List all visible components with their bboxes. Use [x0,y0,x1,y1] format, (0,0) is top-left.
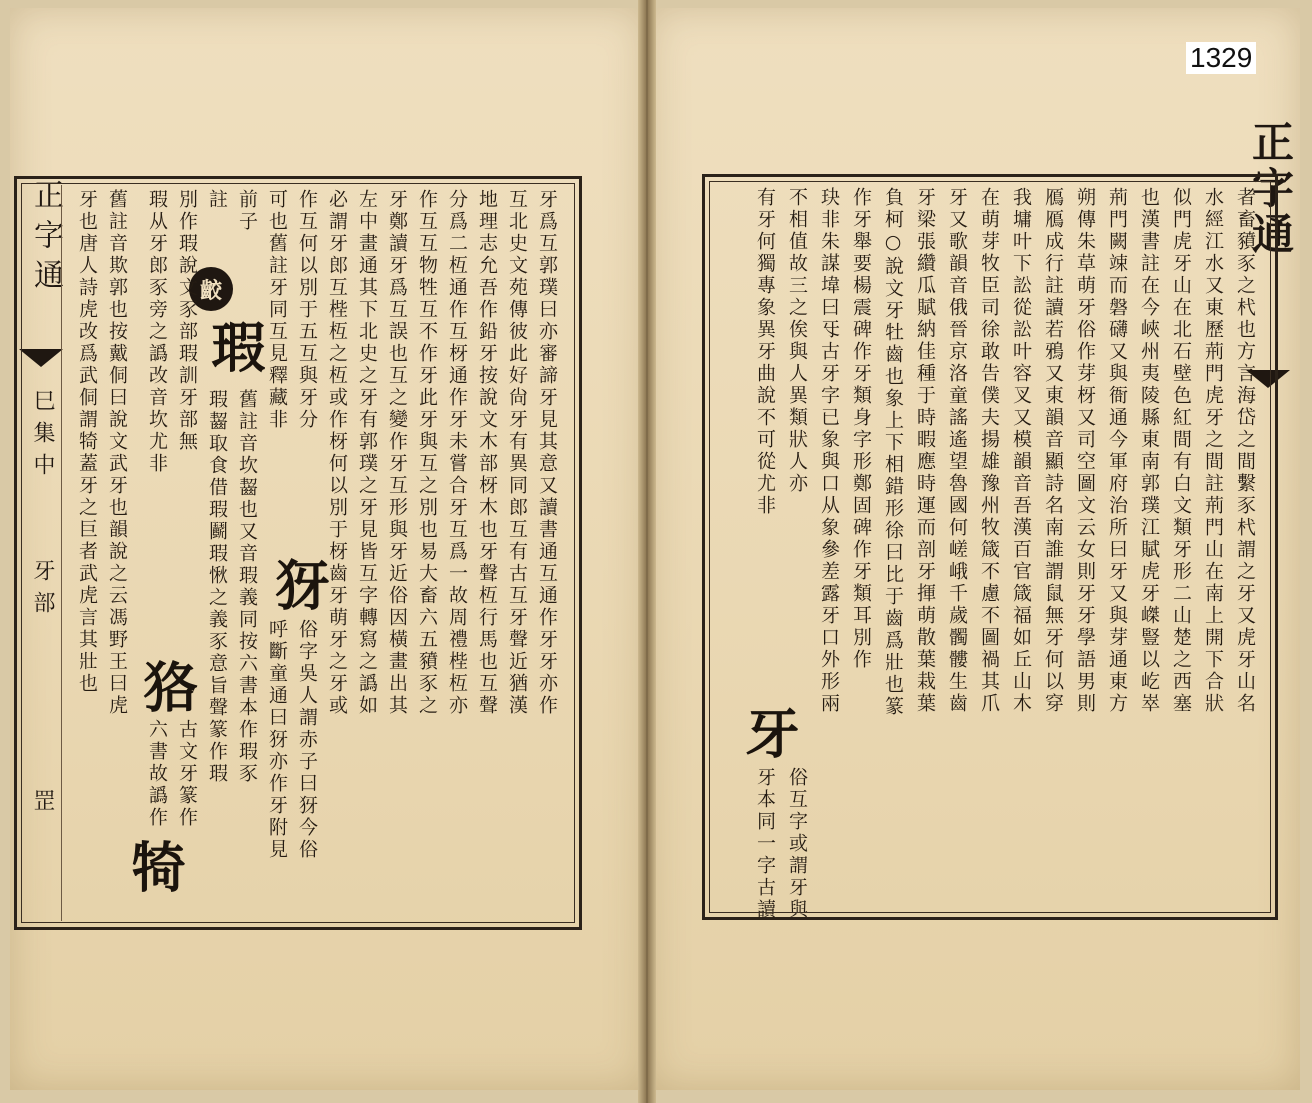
text-column: 在萌芽牧臣司徐敢告僕夫揚雄豫州牧箴不慮不圖禍其爪 [978,187,1000,715]
text-column: 互北史文苑傳彼此好尙牙有異同郎互有古互牙聲近猶漢 [506,189,528,717]
page-number-label: 1329 [1186,42,1256,74]
banner-title: 正字通 [28,179,63,299]
banner-folio: 罡 [30,789,55,821]
banner-rule [61,185,62,921]
text-column: 鴈鴈成行註讀若鴉又東韻音顯詩名南誰謂鼠無牙何以穿 [1042,187,1064,715]
text-column: 負柯○說文牙牡齒也象上下相錯形徐曰比于齒爲壯也篆 [882,187,904,718]
text-column: 必謂牙郎互梐枑之枑或作枒何以別于枒齒牙萌牙之牙或 [326,189,348,717]
head-character: 犄 [123,839,187,893]
circle-mark: 齩 [189,267,233,311]
text-column: 可也舊註牙同互見釋藏非 [266,189,288,431]
text-column: 似門虎牙山在北石壁色紅間有白文類牙形二山楚之西塞 [1170,187,1192,715]
text-column: 牙又歌韻音俄晉京洛童謠遙望魯國何嵯峨千歲髑髏生齒 [946,187,968,715]
text-column: 地理志允吾作鉛牙按說文木部枒木也牙聲枑行馬也互聲 [476,189,498,717]
text-column: 牙鄭讀牙爲互誤也互之變作牙互形與牙近俗因橫畫出其 [386,189,408,717]
text-column: 作牙舉要楊震碑作牙類身字形鄭固碑作牙類耳別作 [850,187,872,671]
text-column: 左中畫通其下北史之牙有郭璞之牙見皆互字轉寫之譌如 [356,189,378,717]
inline-note: 古文牙篆作 [176,719,198,829]
text-column: 分爲二枑通作互枒通作牙未嘗合牙互爲一故周禮梐枑亦 [446,189,468,717]
banner-volume: 巳集中 [30,389,55,485]
left-text-frame [14,176,582,930]
fish-tail-mark-icon [19,349,63,367]
text-column: 註 [206,189,228,211]
right-text-frame [702,174,1278,920]
text-column: 牙梁張纘瓜賦納佳種于時暇應時運而剖牙揮萌散葉栽葉 [914,187,936,715]
inline-note: 呼斷童通曰犽亦作牙附見 [266,619,288,861]
text-column: 有牙何獨專象異牙曲說不可從尤非 [754,187,776,517]
text-column: 水經江水又東歷荊門虎牙之間註荊門山在南上開下合狀 [1202,187,1224,715]
text-column: 也漢書註在今峽州夷陵縣東南郭璞江賦虎牙嵥豎以屹崒 [1138,187,1160,715]
head-character: 瑕 [203,319,267,373]
book-gutter [638,0,656,1103]
text-column: 作互何以別于五互與牙分 [296,189,318,431]
text-column: 我墉叶下訟從訟叶容叉又模韻音吾漢百官箴福如丘山木 [1010,187,1032,715]
head-character: 牙 [737,705,801,759]
text-column: 牙爲互郭璞曰亦審諦牙見其意又讀書通互通作牙牙亦作 [536,189,558,717]
text-column: 荊門闕竦而磐礴又與衙通今軍府治所曰牙又與芽通東方 [1106,187,1128,715]
head-character: 狢 [135,659,199,713]
text-column: 作互互物牲互不作牙此牙與互之別也易大畜六五豶豕之 [416,189,438,717]
text-column: 朔傳朱草萌牙俗作芽枒又司空圖文云女則牙牙學語男則 [1074,187,1096,715]
text-column: 瑕从牙郎豕旁之譌改音坎尤非 [146,189,168,475]
text-column: 前子 [236,189,258,233]
text-column: 舊註音欺郭也按戴侗曰說文武牙也韻說之云馮野王曰虎 [106,189,128,717]
inline-note: 俗互字或謂牙與 [786,767,808,921]
inline-note: 舊註音坎齧也又音瑕義同按六書本作瑕豕 [236,389,258,785]
inline-note: 六書故譌作 [146,719,168,829]
inline-note: 瑕齧取食借瑕鬬瑕愀之義豕意旨聲篆作瑕 [206,389,228,785]
banner-section: 牙部 [30,559,55,623]
text-column: 玦非朱謀㙔曰㸦古牙字已象與口从象參差露牙口外形兩 [818,187,840,715]
head-character: 犽 [267,557,331,611]
text-column: 牙也唐人詩虎改爲武侗謂犄蓋牙之巨者武虎言其壯也 [76,189,98,695]
inline-note: 牙本同一字古讀 [754,767,776,921]
inline-note: 俗字吳人謂赤子曰犽今俗 [296,619,318,861]
text-column: 不相值故三之俟與人異類狀人亦 [786,187,808,495]
right-page-title: 正字通 [1246,120,1295,258]
text-column: 別作瑕說文豕部瑕訓牙部無 [176,189,198,453]
text-column: 者畜豶豕之杙也方言海岱之間繫豕杙謂之牙又虎牙山名 [1234,187,1256,715]
